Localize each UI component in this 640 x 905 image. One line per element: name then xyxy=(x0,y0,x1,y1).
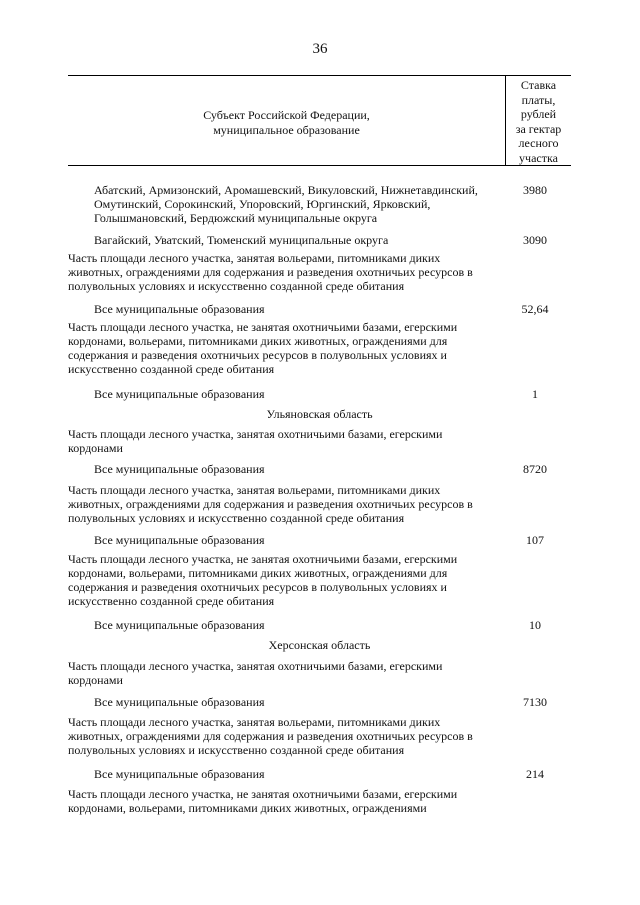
row-subject: Часть площади лесного участка, занятая охотничьими базами, егерскими кордонами xyxy=(68,427,443,455)
table-row xyxy=(68,320,571,376)
region-heading: Херсонская область xyxy=(268,638,371,652)
row-rate: 8720 xyxy=(523,462,547,476)
row-rate: 107 xyxy=(526,533,544,547)
table-row xyxy=(68,427,571,455)
row-rate: 3090 xyxy=(523,233,547,247)
table-row xyxy=(68,462,571,476)
row-subject: Часть площади лесного участка, не занятая охотничьими базами, егерскими кордонами, вольерами, питомниками диких животных, ограждениями для содержания и разведения охотничьих ресурсов в полувольных условиях и искусственно созданной среде обитания xyxy=(68,320,458,376)
header-rate-line-4: за гектар xyxy=(515,121,562,136)
header-rate-column xyxy=(506,78,571,165)
table-row xyxy=(68,302,571,316)
table-row xyxy=(68,618,571,632)
row-subject: Часть площади лесного участка, занятая охотничьими базами, егерскими кордонами xyxy=(68,659,443,687)
row-rate: 214 xyxy=(526,767,544,781)
table-row xyxy=(68,407,571,421)
table-row xyxy=(68,787,571,815)
header-bottom-rule xyxy=(68,165,571,166)
table-row xyxy=(68,767,571,781)
row-subject: Все муниципальные образования xyxy=(94,302,265,316)
row-subject: Часть площади лесного участка, не занятая охотничьими базами, егерскими кордонами, вольерами, питомниками диких животных, ограждениями для содержания и разведения охотничьих ресурсов в полувольных условиях и искусственно созданной среде обитания xyxy=(68,552,458,608)
row-subject: Все муниципальные образования xyxy=(94,462,265,476)
region-heading: Ульяновская область xyxy=(266,407,373,421)
row-subject: Все муниципальные образования xyxy=(94,695,265,709)
header-subject-column xyxy=(68,108,505,138)
row-subject: Все муниципальные образования xyxy=(94,387,265,401)
row-subject: Часть площади лесного участка, занятая вольерами, питомниками диких животных, ограждениями для содержания и разведения охотничьих ресурсов в полувольных условиях и искусственно созданной среде обитания xyxy=(68,251,473,293)
table-row xyxy=(68,233,571,247)
table-row xyxy=(68,533,571,547)
header-rate-line-1: Ставка xyxy=(520,78,557,92)
header-rate-line-5: лесного xyxy=(518,136,559,150)
table-row xyxy=(68,483,571,525)
page-number: 36 xyxy=(312,41,328,57)
table-row xyxy=(68,552,571,608)
row-subject: Часть площади лесного участка, занятая вольерами, питомниками диких животных, ограждениями для содержания и разведения охотничьих ресурсов в полувольных условиях и искусственно созданной среде обитания xyxy=(68,715,473,757)
row-subject: Часть площади лесного участка, занятая вольерами, питомниками диких животных, ограждениями для содержания и разведения охотничьих ресурсов в полувольных условиях и искусственно созданной среде обитания xyxy=(68,483,473,525)
row-rate: 3980 xyxy=(523,183,547,197)
table-row xyxy=(68,638,571,652)
row-subject: Все муниципальные образования xyxy=(94,767,265,781)
header-rate-line-6: участка xyxy=(519,150,558,165)
header-rate-line-3: рублей xyxy=(520,107,557,121)
row-rate: 52,64 xyxy=(521,302,549,316)
row-rate: 10 xyxy=(529,618,541,632)
table-row xyxy=(68,183,571,225)
row-rate: 7130 xyxy=(523,695,547,709)
header-rate-line-2: платы, xyxy=(521,92,556,107)
table-top-rule xyxy=(68,75,571,76)
table-row xyxy=(68,251,571,293)
table-row xyxy=(68,715,571,757)
row-rate: 1 xyxy=(532,387,538,401)
table-row xyxy=(68,659,571,687)
row-subject: Абатский, Армизонский, Аромашевский, Викуловский, Нижнетавдинский, Омутинский, Сорокинский, Упоровский, Юргинский, Ярковский, Голышмановский, Бердюжский муниципальные округа xyxy=(94,183,478,225)
table-row xyxy=(68,695,571,709)
header-subject-line-2: муниципальное образование xyxy=(213,123,360,137)
row-subject: Вагайский, Уватский, Тюменский муниципальные округа xyxy=(94,233,389,247)
header-subject-line-1: Субъект Российской Федерации, xyxy=(203,108,370,122)
row-subject: Часть площади лесного участка, не занятая охотничьими базами, егерскими кордонами, вольерами, питомниками диких животных, ограждениями xyxy=(68,787,458,815)
table-row xyxy=(68,387,571,401)
row-subject: Все муниципальные образования xyxy=(94,533,265,547)
row-subject: Все муниципальные образования xyxy=(94,618,265,632)
